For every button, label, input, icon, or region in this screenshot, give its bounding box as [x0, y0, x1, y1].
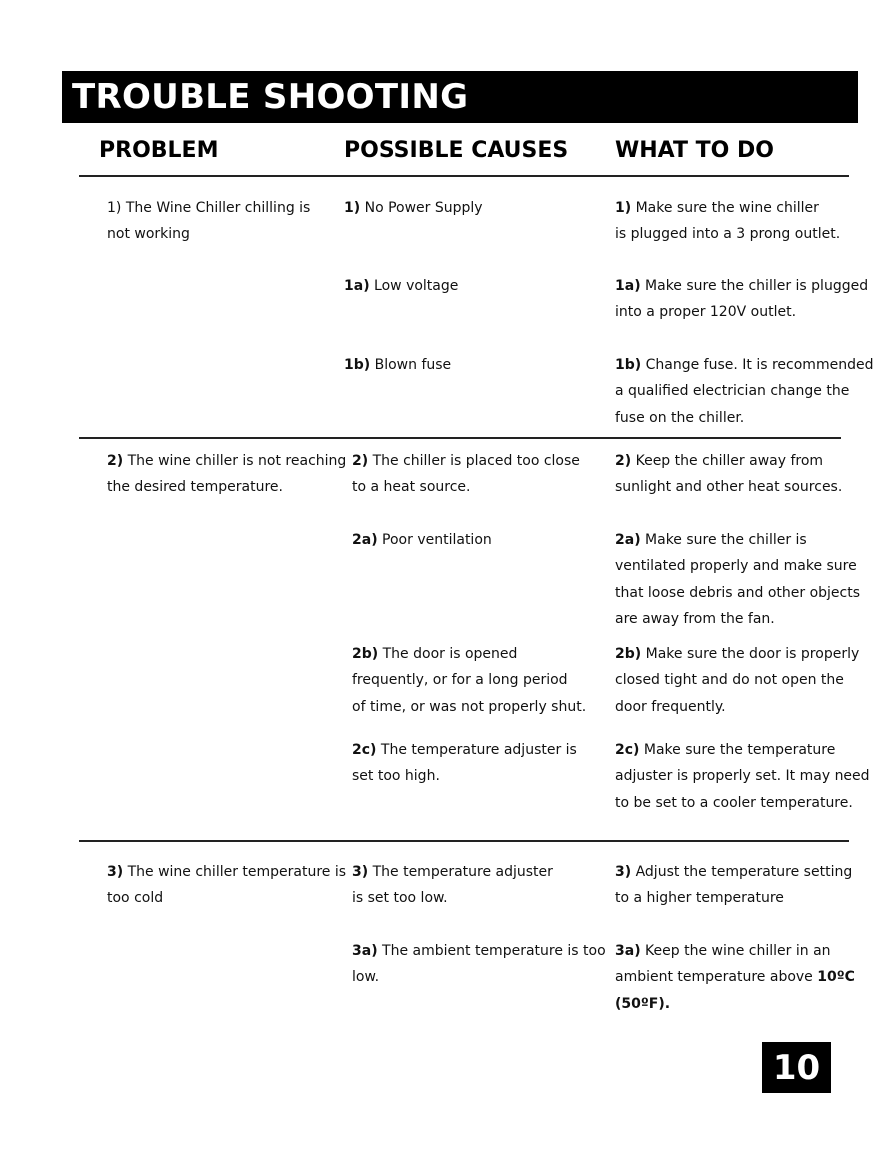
title-bar [62, 71, 858, 123]
action-2: 2) Keep the chiller away from sunlight and other heat sources. [615, 453, 843, 496]
action-1b: 1b) Change fuse. It is recommended a qualified electrician change the fuse on the chiller. [615, 357, 874, 426]
action-2c: 2c) Make sure the temperature adjuster is properly set. It may need to be set to a cooler temperature. [615, 742, 870, 811]
column-header-problem: PROBLEM [99, 138, 219, 163]
problem-1: 1) The Wine Chiller chilling is not working [107, 200, 311, 243]
problem-1-num: 1) [107, 200, 122, 216]
page-number: 10 [762, 1042, 831, 1093]
row-divider-2 [79, 840, 849, 842]
cause-1: 1) No Power Supply [344, 200, 483, 216]
column-header-causes: POSSIBLE CAUSES [344, 138, 569, 163]
cause-3: 3) The temperature adjuster is set too low. [352, 864, 553, 907]
action-3a: 3a) Keep the wine chiller in an ambient temperature above 10ºC (50ºF). [615, 943, 855, 1012]
page-title: TROUBLE SHOOTING [72, 77, 469, 117]
cause-1a: 1a) Low voltage [344, 278, 459, 294]
cause-2c: 2c) The temperature adjuster is set too high. [352, 742, 577, 785]
action-1a: 1a) Make sure the chiller is plugged into a proper 120V outlet. [615, 278, 869, 321]
header-divider [79, 175, 849, 177]
cause-3a: 3a) The ambient temperature is too low. [352, 943, 606, 986]
action-3: 3) Adjust the temperature setting to a higher temperature [615, 864, 853, 907]
column-header-what-to-do: WHAT TO DO [615, 138, 774, 163]
problem-2: 2) The wine chiller is not reaching the desired temperature. [107, 453, 347, 496]
action-2a: 2a) Make sure the chiller is ventilated properly and make sure that loose debris and other objects are away from the fan. [615, 532, 861, 627]
action-1: 1) Make sure the wine chiller is plugged into a 3 prong outlet. [615, 200, 841, 243]
row-divider-1 [79, 437, 841, 439]
problem-3: 3) The wine chiller temperature is too cold [107, 864, 347, 907]
action-2b: 2b) Make sure the door is properly closed tight and do not open the door frequently. [615, 646, 860, 715]
cause-2b: 2b) The door is opened frequently, or for a long period of time, or was not properly shut. [352, 646, 587, 715]
cause-1b: 1b) Blown fuse [344, 357, 452, 373]
cause-2a: 2a) Poor ventilation [352, 532, 492, 548]
cause-2: 2) The chiller is placed too close to a heat source. [352, 453, 580, 496]
